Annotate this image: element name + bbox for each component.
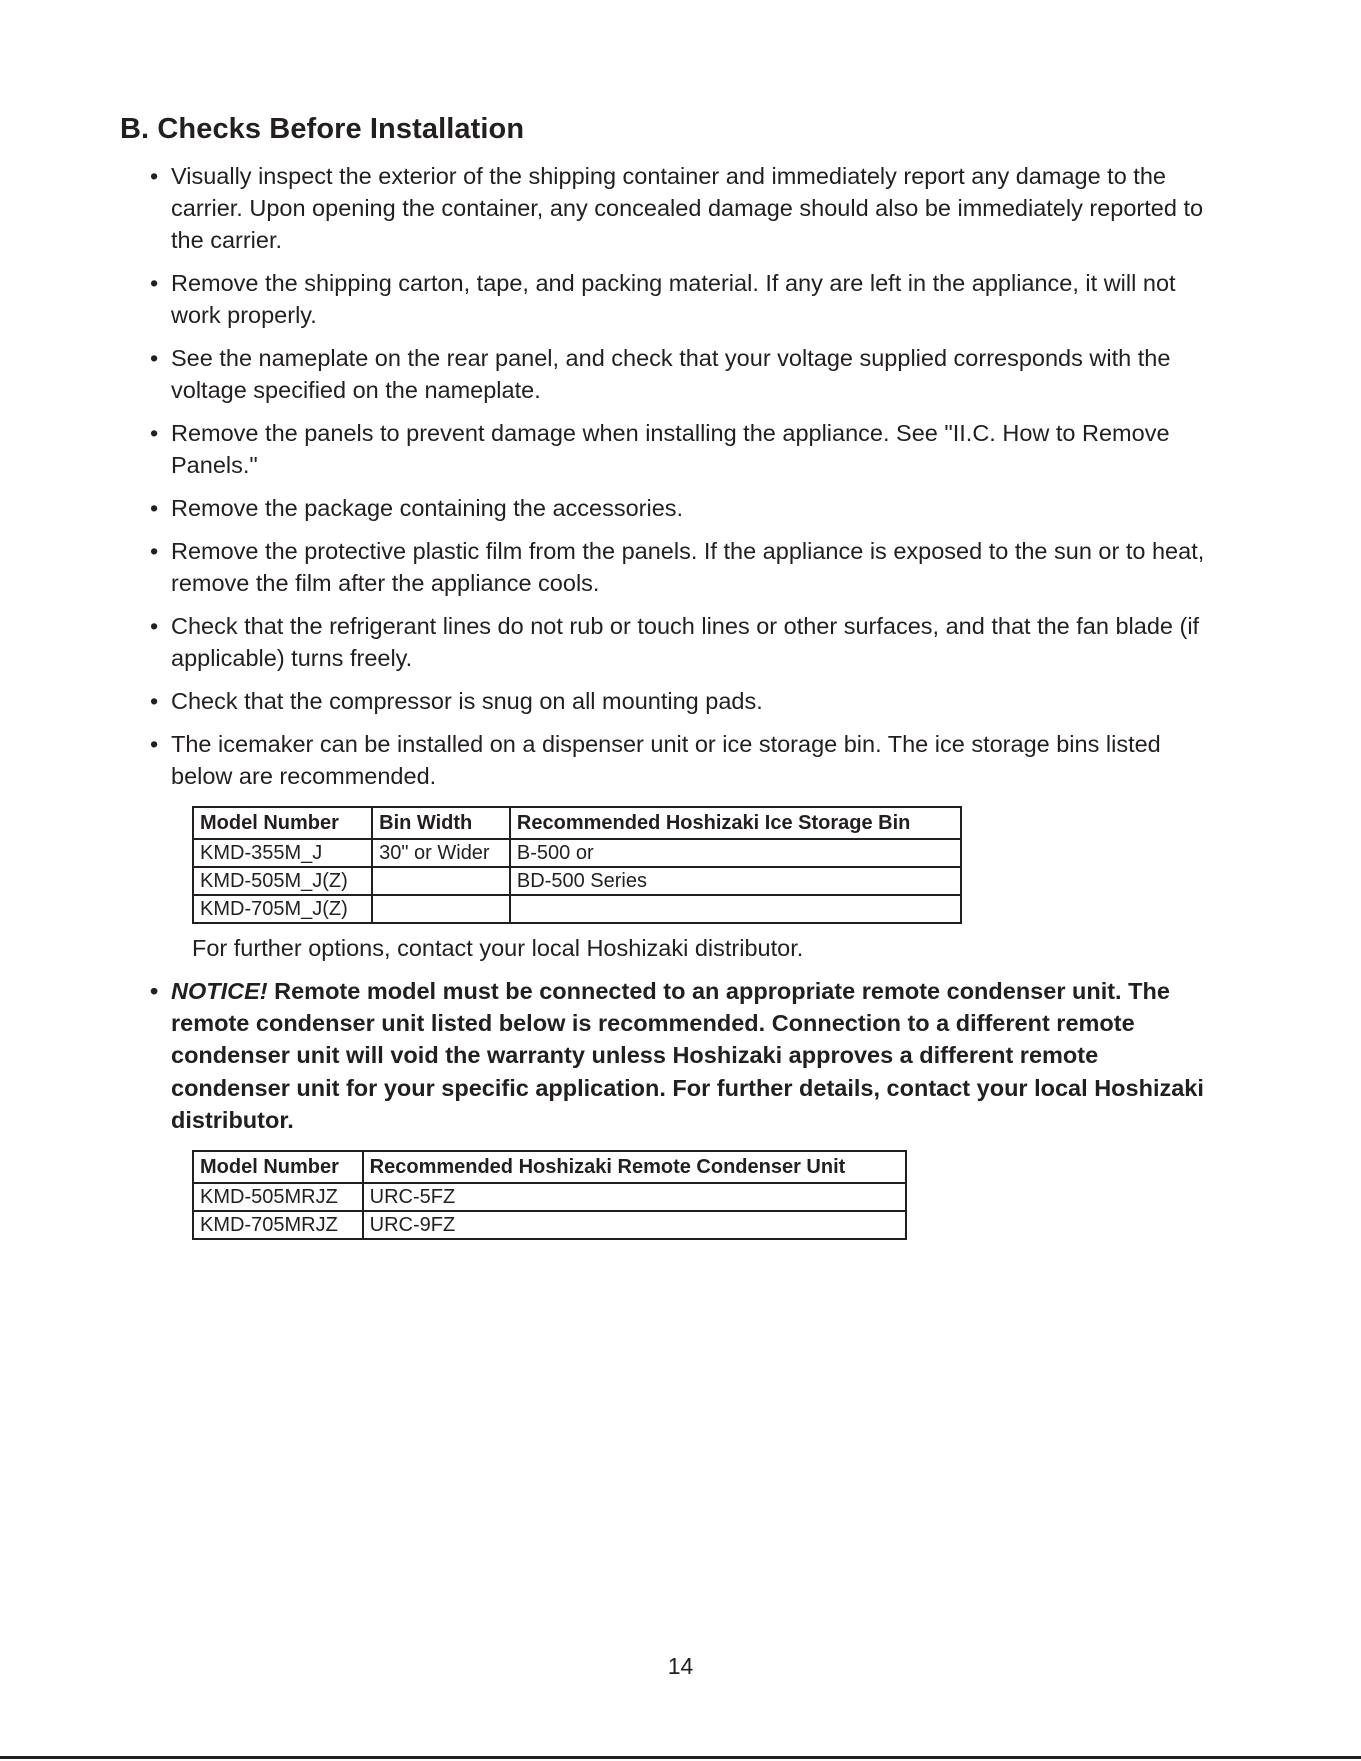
table-cell: KMD-505MRJZ (193, 1183, 363, 1211)
column-header-recommended-condenser: Recommended Hoshizaki Remote Condenser Unit (363, 1151, 906, 1183)
table-row (193, 839, 961, 867)
table-cell: URC-5FZ (363, 1183, 906, 1211)
table-header-row (193, 807, 961, 839)
list-item (150, 492, 1210, 524)
list-item-text: Check that the refrigerant lines do not rub or touch lines or other surfaces, and that the fan blade (if applicable) turns freely. (171, 613, 1200, 671)
table-cell: KMD-705M_J(Z) (193, 895, 372, 923)
list-item (150, 685, 1210, 717)
remote-condenser-table (192, 1150, 907, 1240)
bullet-marker: • (150, 495, 159, 521)
condenser-table-wrapper (192, 1150, 1210, 1240)
column-header-bin-width: Bin Width (372, 807, 510, 839)
further-options-note: For further options, contact your local Hoshizaki distributor. (192, 935, 804, 961)
list-item (150, 417, 1210, 481)
list-item-text: Check that the compressor is snug on all mounting pads. (171, 688, 763, 714)
column-header-recommended-bin: Recommended Hoshizaki Ice Storage Bin (510, 807, 961, 839)
list-item-text: Remove the panels to prevent damage when installing the appliance. See "II.C. How to Remove Panels." (171, 420, 1170, 478)
list-item (150, 160, 1210, 256)
table-cell (372, 867, 510, 895)
table-cell: URC-9FZ (363, 1211, 906, 1239)
notice-item (150, 975, 1210, 1240)
table-cell: B-500 or (510, 839, 961, 867)
table-cell (510, 895, 961, 923)
table-row (193, 867, 961, 895)
column-header-model-number: Model Number (193, 807, 372, 839)
table-row (193, 1183, 906, 1211)
bullet-marker: • (150, 538, 159, 564)
bullet-marker: • (150, 420, 159, 446)
list-item (150, 535, 1210, 599)
table-cell (372, 895, 510, 923)
bullet-marker: • (150, 163, 159, 189)
list-item-text: The icemaker can be installed on a dispenser unit or ice storage bin. The ice storage bins listed below are recommended. (171, 731, 1161, 789)
table-cell: 30" or Wider (372, 839, 510, 867)
list-item-text: Remove the package containing the accessories. (171, 495, 684, 521)
bullet-marker: • (150, 731, 159, 757)
table-cell: KMD-505M_J(Z) (193, 867, 372, 895)
list-item-text: Visually inspect the exterior of the shipping container and immediately report any damage to the carrier. Upon opening the container, any concealed damage should also be immediately reported to the carrier. (171, 163, 1204, 253)
ice-storage-bin-table (192, 806, 962, 924)
notice-label: NOTICE! (171, 978, 268, 1004)
table-row (193, 1211, 906, 1239)
bullet-marker: • (150, 613, 159, 639)
table-cell: KMD-355M_J (193, 839, 372, 867)
section-title: B. Checks Before Installation (120, 113, 525, 145)
table-row (193, 895, 961, 923)
table-cell: BD-500 Series (510, 867, 961, 895)
bin-table-wrapper (192, 806, 1210, 964)
column-header-model-number: Model Number (193, 1151, 363, 1183)
list-item-text: Remove the protective plastic film from the panels. If the appliance is exposed to the sun or to heat, remove the film after the appliance cools. (171, 538, 1205, 596)
table-cell: KMD-705MRJZ (193, 1211, 363, 1239)
bullet-marker: • (150, 345, 159, 371)
page-number: 14 (667, 1653, 694, 1679)
list-item (150, 267, 1210, 331)
bullet-marker: • (150, 978, 159, 1004)
list-item (150, 610, 1210, 674)
notice-text: Remote model must be connected to an appropriate remote condenser unit. The remote condenser unit listed below is recommended. Connection to a different remote condenser unit will void the warranty unless Hoshizaki approves a different remote condenser unit for your specific application. For further details, contact your local Hoshizaki distributor. (171, 978, 1204, 1133)
table-header-row (193, 1151, 906, 1183)
bullet-marker: • (150, 688, 159, 714)
list-item (150, 342, 1210, 406)
list-item-text: See the nameplate on the rear panel, and check that your voltage supplied corresponds with the voltage specified on the nameplate. (171, 345, 1171, 403)
checklist (150, 160, 1210, 1251)
list-item (150, 728, 1210, 964)
list-item-text: Remove the shipping carton, tape, and packing material. If any are left in the appliance, it will not work properly. (171, 270, 1176, 328)
bullet-marker: • (150, 270, 159, 296)
bottom-rule (0, 1756, 1361, 1759)
